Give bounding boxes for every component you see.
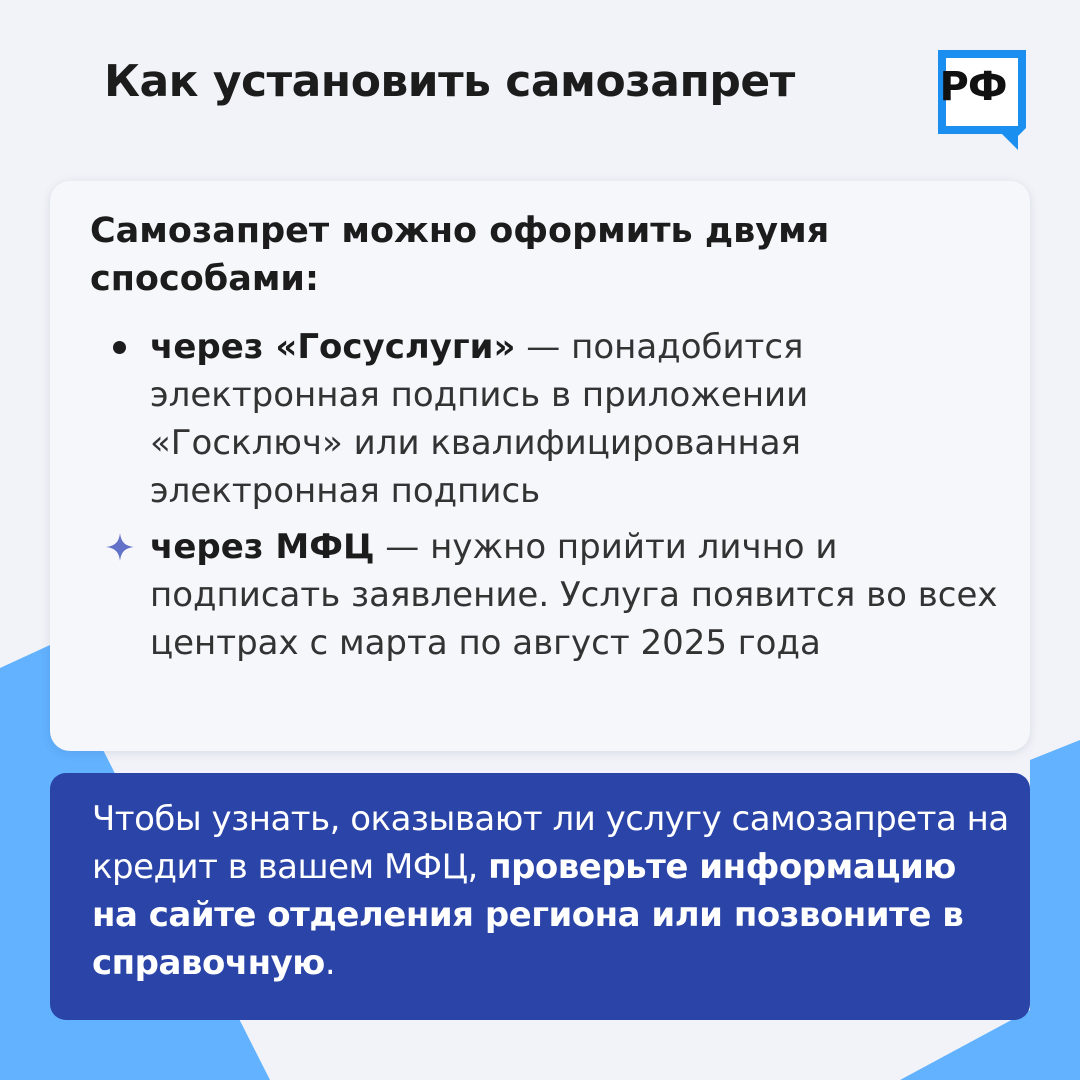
method-mfc-title: через МФЦ: [150, 527, 375, 567]
method-mfc-text: — нужно прийти лично и подписать заявление. Услуга появится во всех центрах с марта по август 2025 года: [150, 527, 998, 663]
method-gosuslugi-text: — понадобится электронная подпись в приложении «Госключ» или квалифицированная электронная подпись: [150, 327, 809, 511]
notice-end-punct: .: [324, 943, 336, 983]
notice-box: [50, 773, 1030, 1020]
method-gosuslugi: [150, 323, 1000, 515]
method-mfc: [150, 523, 1000, 667]
rf-logo-text: РФ: [939, 64, 1007, 110]
method-gosuslugi-title: через «Госуслуги»: [150, 327, 516, 367]
notice-bold-text: проверьте информацию на сайте отделения региона или позвоните в справочную: [92, 847, 964, 983]
page-title: Как установить самозапрет: [104, 56, 795, 107]
sparkle-star-icon: [105, 532, 135, 562]
methods-card: [50, 181, 1030, 751]
notice-plain-text: Чтобы узнать, оказывают ли услугу самозапрета на кредит в вашем МФЦ,: [92, 799, 1009, 887]
card-heading: Самозапрет можно оформить двумя способами:: [90, 211, 830, 299]
bullet-dot-icon: [113, 341, 126, 354]
notice-text: [92, 795, 1012, 987]
